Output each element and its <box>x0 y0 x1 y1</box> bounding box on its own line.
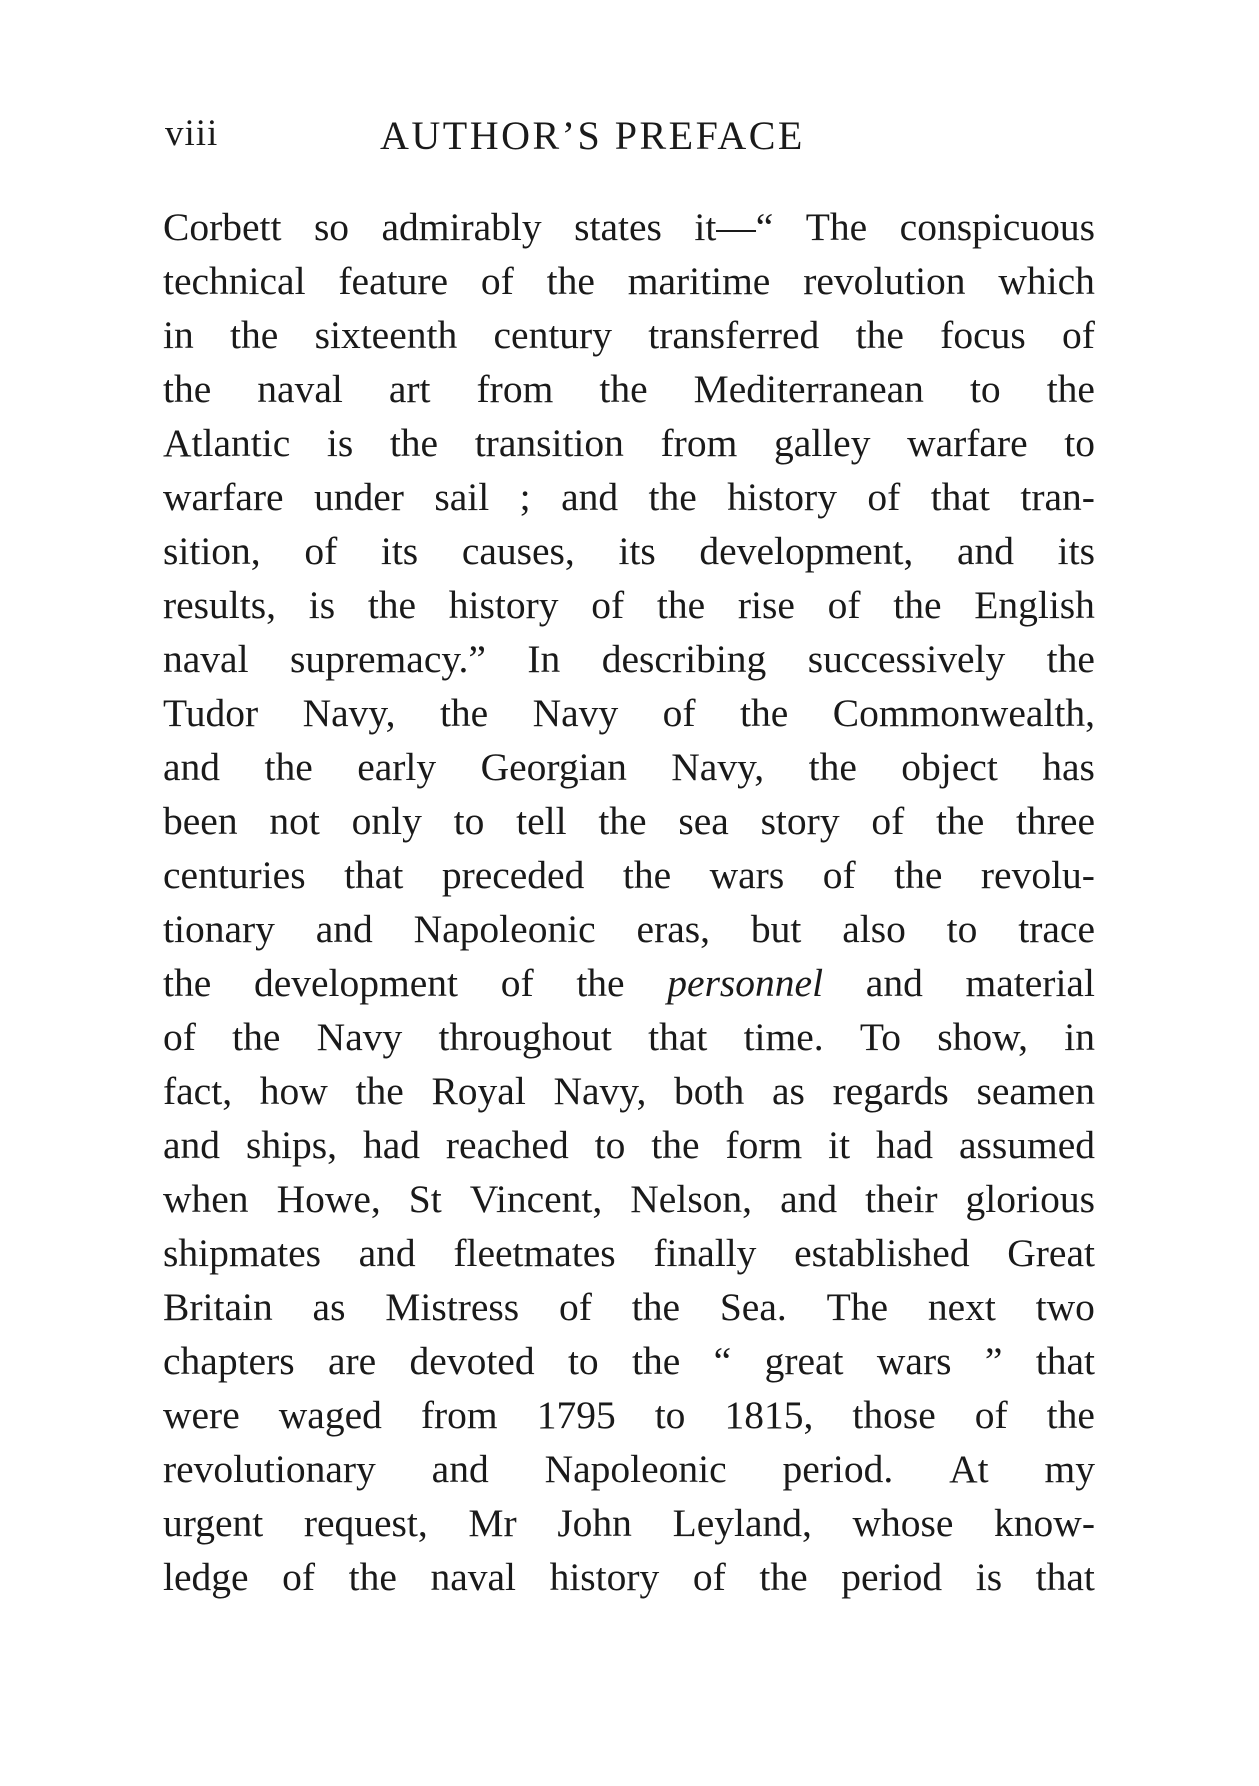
word: two <box>1035 1285 1095 1329</box>
word: from <box>476 367 554 411</box>
word: of <box>822 853 856 897</box>
word: show, <box>937 1015 1029 1059</box>
word: its <box>380 529 419 573</box>
page-number: viii <box>165 113 219 154</box>
word: throughout <box>438 1015 612 1059</box>
word: so <box>313 205 350 249</box>
word: from <box>420 1393 498 1437</box>
word: focus <box>940 313 1026 357</box>
text-line <box>163 1388 1095 1442</box>
word: Georgian <box>480 745 627 789</box>
word: the <box>808 745 857 789</box>
word: form <box>725 1123 803 1167</box>
word: personnel <box>667 961 824 1005</box>
word: that <box>930 475 990 519</box>
word: material <box>965 961 1095 1005</box>
word: and <box>358 1231 416 1275</box>
word: is <box>308 583 336 627</box>
word: Mistress <box>385 1285 520 1329</box>
word: reached <box>445 1123 569 1167</box>
word: John <box>557 1501 632 1545</box>
word: tell <box>516 799 567 843</box>
word: of <box>558 1285 592 1329</box>
word: At <box>949 1447 989 1491</box>
word: and <box>865 961 923 1005</box>
word: to <box>567 1339 599 1383</box>
word: and <box>163 745 221 789</box>
word: has <box>1042 745 1095 789</box>
word: warfare <box>907 421 1028 465</box>
word: revolution <box>803 259 966 303</box>
word: the <box>648 475 697 519</box>
word: to <box>654 1393 686 1437</box>
text-line <box>163 470 1095 524</box>
word: Napoleonic <box>413 907 596 951</box>
text-line <box>163 794 1095 848</box>
text-line <box>163 524 1095 578</box>
word: the <box>230 313 279 357</box>
word: Commonwealth, <box>832 691 1095 735</box>
word: only <box>351 799 422 843</box>
word: period. <box>782 1447 894 1491</box>
word: seamen <box>976 1069 1095 1113</box>
word: fact, <box>163 1069 233 1113</box>
text-line <box>163 902 1095 956</box>
word: St <box>408 1177 442 1221</box>
word: trace <box>1018 907 1095 951</box>
word: the <box>1046 367 1095 411</box>
running-head-title: AUTHOR’S PREFACE <box>380 113 805 158</box>
word: of <box>163 1015 196 1059</box>
word: the <box>163 367 212 411</box>
word: revolutionary <box>163 1447 376 1491</box>
word: as <box>771 1069 805 1113</box>
word: the <box>546 259 595 303</box>
word: time. <box>743 1015 824 1059</box>
word: Tudor <box>163 691 259 735</box>
word: how <box>259 1069 328 1113</box>
text-line <box>163 1064 1095 1118</box>
word: sition, <box>163 529 261 573</box>
word: from <box>660 421 738 465</box>
word: history <box>549 1555 660 1599</box>
text-line <box>163 1280 1095 1334</box>
word: English <box>974 583 1095 627</box>
word: ” <box>984 1339 1003 1383</box>
word: of <box>871 799 905 843</box>
word: to <box>594 1123 626 1167</box>
word: Corbett <box>163 205 282 249</box>
word: the <box>367 583 417 627</box>
word: and <box>163 1123 221 1167</box>
word: of <box>591 583 625 627</box>
word: the <box>936 799 985 843</box>
word: great <box>764 1339 844 1383</box>
word: of <box>974 1393 1008 1437</box>
word: transferred <box>648 313 820 357</box>
word: tran- <box>1020 475 1095 519</box>
word: galley <box>773 421 871 465</box>
word: rise <box>737 583 795 627</box>
word: period <box>841 1555 943 1599</box>
word: the <box>264 745 313 789</box>
word: that <box>344 853 404 897</box>
word: the <box>855 313 904 357</box>
word: and <box>780 1177 838 1221</box>
word: century <box>493 313 612 357</box>
word: of <box>692 1555 726 1599</box>
word: results, <box>163 583 277 627</box>
word: 1795 <box>536 1393 616 1437</box>
word: its <box>618 529 656 573</box>
word: Navy <box>316 1015 403 1059</box>
text-line <box>163 686 1095 740</box>
word: Leyland, <box>672 1501 812 1545</box>
word: history <box>727 475 837 519</box>
text-line <box>163 1442 1095 1496</box>
word: Atlantic <box>163 421 291 465</box>
text-line <box>163 632 1095 686</box>
word: not <box>269 799 320 843</box>
text-line <box>163 1010 1095 1064</box>
word: Sea. <box>719 1285 787 1329</box>
word: technical <box>163 259 306 303</box>
word: the <box>622 853 672 897</box>
word: the <box>576 961 625 1005</box>
word: Navy, <box>302 691 396 735</box>
word: the <box>348 1555 397 1599</box>
word: The <box>826 1285 888 1329</box>
word: maritime <box>627 259 771 303</box>
word: the <box>599 367 648 411</box>
word: object <box>901 745 998 789</box>
word: development, <box>699 529 914 573</box>
text-line <box>163 1118 1095 1172</box>
word: as <box>312 1285 346 1329</box>
word: describing <box>601 637 767 681</box>
word: the <box>631 1285 680 1329</box>
word: naval <box>257 367 343 411</box>
text-line <box>163 1334 1095 1388</box>
word: waged <box>278 1393 382 1437</box>
word: the <box>651 1123 700 1167</box>
word: of <box>1062 313 1095 357</box>
word: the <box>632 1339 681 1383</box>
word: when <box>163 1177 249 1221</box>
word: “ <box>713 1339 732 1383</box>
word: shipmates <box>163 1231 321 1275</box>
word: assumed <box>958 1123 1095 1167</box>
word: is <box>326 421 354 465</box>
word: that <box>1035 1555 1095 1599</box>
word: fleetmates <box>453 1231 616 1275</box>
word: of <box>867 475 901 519</box>
word: devoted <box>409 1339 535 1383</box>
word: Navy, <box>671 745 765 789</box>
word: to <box>969 367 1001 411</box>
word: conspicuous <box>899 205 1095 249</box>
word: art <box>388 367 431 411</box>
word: it—“ <box>694 205 774 249</box>
word: states <box>574 205 662 249</box>
word: to <box>946 907 978 951</box>
word: the <box>163 961 212 1005</box>
word: the <box>759 1555 808 1599</box>
text-line <box>163 200 1095 254</box>
word: early <box>357 745 437 789</box>
word: transition <box>474 421 624 465</box>
word: my <box>1044 1447 1095 1491</box>
text-line <box>163 848 1095 902</box>
word: is <box>975 1555 1003 1599</box>
word: admirably <box>381 205 542 249</box>
word: finally <box>653 1231 757 1275</box>
word: Vincent, <box>469 1177 603 1221</box>
word: centuries <box>163 853 306 897</box>
text-line <box>163 254 1095 308</box>
word: ; <box>519 475 531 519</box>
word: of <box>662 691 696 735</box>
text-line <box>163 740 1095 794</box>
word: of <box>282 1555 316 1599</box>
word: those <box>852 1393 936 1437</box>
word: story <box>760 799 840 843</box>
text-line <box>163 956 1095 1010</box>
text-line <box>163 1496 1095 1550</box>
word: supremacy.” <box>290 637 486 681</box>
word: the <box>656 583 706 627</box>
word: the <box>355 1069 404 1113</box>
word: revolu- <box>980 853 1095 897</box>
word: and <box>315 907 373 951</box>
word: naval <box>430 1555 516 1599</box>
word: Britain <box>163 1285 273 1329</box>
word: regards <box>832 1069 949 1113</box>
word: know- <box>994 1501 1095 1545</box>
word: Navy <box>532 691 619 735</box>
text-line <box>163 362 1095 416</box>
word: under <box>314 475 404 519</box>
word: ships, <box>245 1123 338 1167</box>
word: Napoleonic <box>544 1447 727 1491</box>
word: Great <box>1007 1231 1095 1275</box>
word: been <box>163 799 238 843</box>
word: the <box>740 691 789 735</box>
word: whose <box>852 1501 954 1545</box>
word: To <box>859 1015 902 1059</box>
word: established <box>794 1231 970 1275</box>
word: sea <box>678 799 729 843</box>
word: its <box>1057 529 1095 573</box>
word: the <box>439 691 489 735</box>
word: urgent <box>163 1501 264 1545</box>
word: Mr <box>468 1501 517 1545</box>
word: history <box>448 583 559 627</box>
word: sail <box>434 475 490 519</box>
word: the <box>894 853 943 897</box>
word: the <box>893 583 942 627</box>
word: that <box>1035 1339 1095 1383</box>
text-line <box>163 1550 1095 1604</box>
word: glorious <box>965 1177 1095 1221</box>
word: also <box>842 907 906 951</box>
word: causes, <box>461 529 575 573</box>
word: three <box>1016 799 1095 843</box>
word: Mediterranean <box>693 367 924 411</box>
word: the <box>389 421 439 465</box>
word: Royal <box>431 1069 526 1113</box>
word: Howe, <box>276 1177 381 1221</box>
word: of <box>304 529 338 573</box>
word: had <box>875 1123 934 1167</box>
word: wars <box>876 1339 952 1383</box>
word: but <box>750 907 802 951</box>
word: In <box>527 637 561 681</box>
word: successively <box>807 637 1006 681</box>
text-line <box>163 308 1095 362</box>
word: their <box>865 1177 938 1221</box>
text-line <box>163 1172 1095 1226</box>
word: tionary <box>163 907 275 951</box>
word: Nelson, <box>630 1177 753 1221</box>
word: of <box>480 259 514 303</box>
text-line <box>163 578 1095 632</box>
word: next <box>927 1285 996 1329</box>
word: and <box>561 475 619 519</box>
word: that <box>648 1015 708 1059</box>
word: development <box>253 961 458 1005</box>
text-line <box>163 1226 1095 1280</box>
word: in <box>1064 1015 1095 1059</box>
word: the <box>232 1015 281 1059</box>
word: to <box>453 799 485 843</box>
word: the <box>598 799 647 843</box>
word: 1815, <box>724 1393 814 1437</box>
word: chapters <box>163 1339 295 1383</box>
word: and <box>431 1447 489 1491</box>
word: to <box>1064 421 1095 465</box>
word: ledge <box>163 1555 249 1599</box>
word: the <box>1046 1393 1095 1437</box>
word: are <box>327 1339 377 1383</box>
word: eras, <box>636 907 711 951</box>
word: sixteenth <box>314 313 458 357</box>
word: both <box>674 1069 745 1113</box>
word: feature <box>338 259 449 303</box>
word: wars <box>709 853 785 897</box>
word: the <box>1046 637 1095 681</box>
word: in <box>163 313 194 357</box>
body-text <box>163 200 1095 1604</box>
word: naval <box>163 637 249 681</box>
word: preceded <box>441 853 585 897</box>
word: it <box>828 1123 851 1167</box>
word: and <box>956 529 1014 573</box>
word: The <box>805 205 868 249</box>
word: which <box>998 259 1095 303</box>
word: of <box>500 961 534 1005</box>
text-line <box>163 416 1095 470</box>
word: Navy, <box>553 1069 647 1113</box>
word: request, <box>303 1501 428 1545</box>
word: of <box>827 583 861 627</box>
word: were <box>163 1393 240 1437</box>
word: had <box>362 1123 420 1167</box>
word: warfare <box>163 475 284 519</box>
running-head <box>165 112 1090 172</box>
